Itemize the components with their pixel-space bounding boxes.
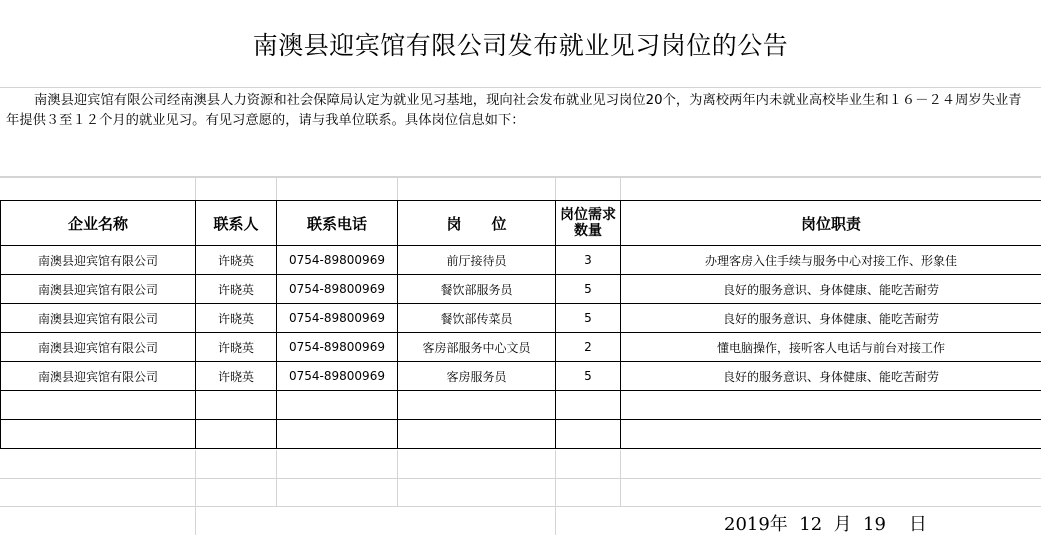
empty-cell xyxy=(398,391,556,420)
cell-company: 南澳县迎宾馆有限公司 xyxy=(1,304,196,333)
cell-position: 餐饮部服务员 xyxy=(398,275,556,304)
table-row xyxy=(1,304,1041,333)
header-position: 岗 位 xyxy=(398,201,556,246)
page-title: 南澳县迎宾馆有限公司发布就业见习岗位的公告 xyxy=(0,0,1041,88)
empty-cell xyxy=(277,391,398,420)
cell-company: 南澳县迎宾馆有限公司 xyxy=(1,246,196,275)
table-row xyxy=(1,246,1041,275)
cell-count: 3 xyxy=(556,246,621,275)
header-duty: 岗位职责 xyxy=(621,201,1041,246)
cell-phone: 0754-89800969 xyxy=(277,333,398,362)
empty-cell xyxy=(621,391,1041,420)
grid-row-line xyxy=(0,177,1041,178)
empty-cell xyxy=(398,420,556,449)
cell-duty: 办理客房入住手续与服务中心对接工作、形象佳 xyxy=(621,246,1041,275)
announcement-date: 2019年 12 月 19 日 xyxy=(724,510,927,536)
grid-col-line xyxy=(620,450,621,506)
empty-table-row xyxy=(1,420,1041,449)
empty-cell xyxy=(1,420,196,449)
header-count: 岗位需求数量 xyxy=(556,201,621,246)
table-row xyxy=(1,275,1041,304)
cell-contact: 许晓英 xyxy=(196,333,277,362)
cell-count: 5 xyxy=(556,304,621,333)
cell-duty: 良好的服务意识、身体健康、能吃苦耐劳 xyxy=(621,362,1041,391)
empty-table-row xyxy=(1,391,1041,420)
grid-col-line xyxy=(276,450,277,506)
empty-cell xyxy=(196,391,277,420)
grid-col-line xyxy=(397,450,398,506)
grid-col-line xyxy=(195,450,196,535)
cell-duty: 良好的服务意识、身体健康、能吃苦耐劳 xyxy=(621,275,1041,304)
empty-cell xyxy=(277,420,398,449)
empty-cell xyxy=(196,420,277,449)
table-header-row xyxy=(1,201,1041,246)
empty-cell xyxy=(556,420,621,449)
cell-position: 客房部服务中心文员 xyxy=(398,333,556,362)
cell-contact: 许晓英 xyxy=(196,275,277,304)
grid-row-line xyxy=(0,478,1041,479)
cell-position: 客房服务员 xyxy=(398,362,556,391)
cell-company: 南澳县迎宾馆有限公司 xyxy=(1,362,196,391)
jobs-table xyxy=(0,200,1041,449)
grid-col-line xyxy=(195,177,196,200)
grid-row-line xyxy=(0,506,1041,507)
intro-paragraph: 南澳县迎宾馆有限公司经南澳县人力资源和社会保障局认定为就业见习基地，现向社会发布就业见习岗位20个，为离校两年内未就业高校毕业生和１６－２４周岁失业青年提供３至１２个月的就业见习。有见习意愿的，请与我单位联系。具体岗位信息如下： xyxy=(0,88,1041,177)
empty-cell xyxy=(1,391,196,420)
header-contact: 联系人 xyxy=(196,201,277,246)
header-phone: 联系电话 xyxy=(277,201,398,246)
cell-contact: 许晓英 xyxy=(196,362,277,391)
empty-cell xyxy=(556,391,621,420)
cell-company: 南澳县迎宾馆有限公司 xyxy=(1,333,196,362)
table-row xyxy=(1,362,1041,391)
grid-col-line xyxy=(555,450,556,535)
cell-position: 餐饮部传菜员 xyxy=(398,304,556,333)
cell-count: 2 xyxy=(556,333,621,362)
cell-duty: 良好的服务意识、身体健康、能吃苦耐劳 xyxy=(621,304,1041,333)
table-row xyxy=(1,333,1041,362)
grid-col-line xyxy=(555,177,556,200)
header-company: 企业名称 xyxy=(1,201,196,246)
empty-cell xyxy=(621,420,1041,449)
grid-col-line xyxy=(620,177,621,200)
grid-col-line xyxy=(276,177,277,200)
cell-phone: 0754-89800969 xyxy=(277,246,398,275)
cell-phone: 0754-89800969 xyxy=(277,304,398,333)
cell-count: 5 xyxy=(556,275,621,304)
cell-position: 前厅接待员 xyxy=(398,246,556,275)
cell-duty: 懂电脑操作，接听客人电话与前台对接工作 xyxy=(621,333,1041,362)
cell-company: 南澳县迎宾馆有限公司 xyxy=(1,275,196,304)
cell-phone: 0754-89800969 xyxy=(277,275,398,304)
cell-contact: 许晓英 xyxy=(196,304,277,333)
grid-col-line xyxy=(397,177,398,200)
cell-contact: 许晓英 xyxy=(196,246,277,275)
cell-count: 5 xyxy=(556,362,621,391)
cell-phone: 0754-89800969 xyxy=(277,362,398,391)
